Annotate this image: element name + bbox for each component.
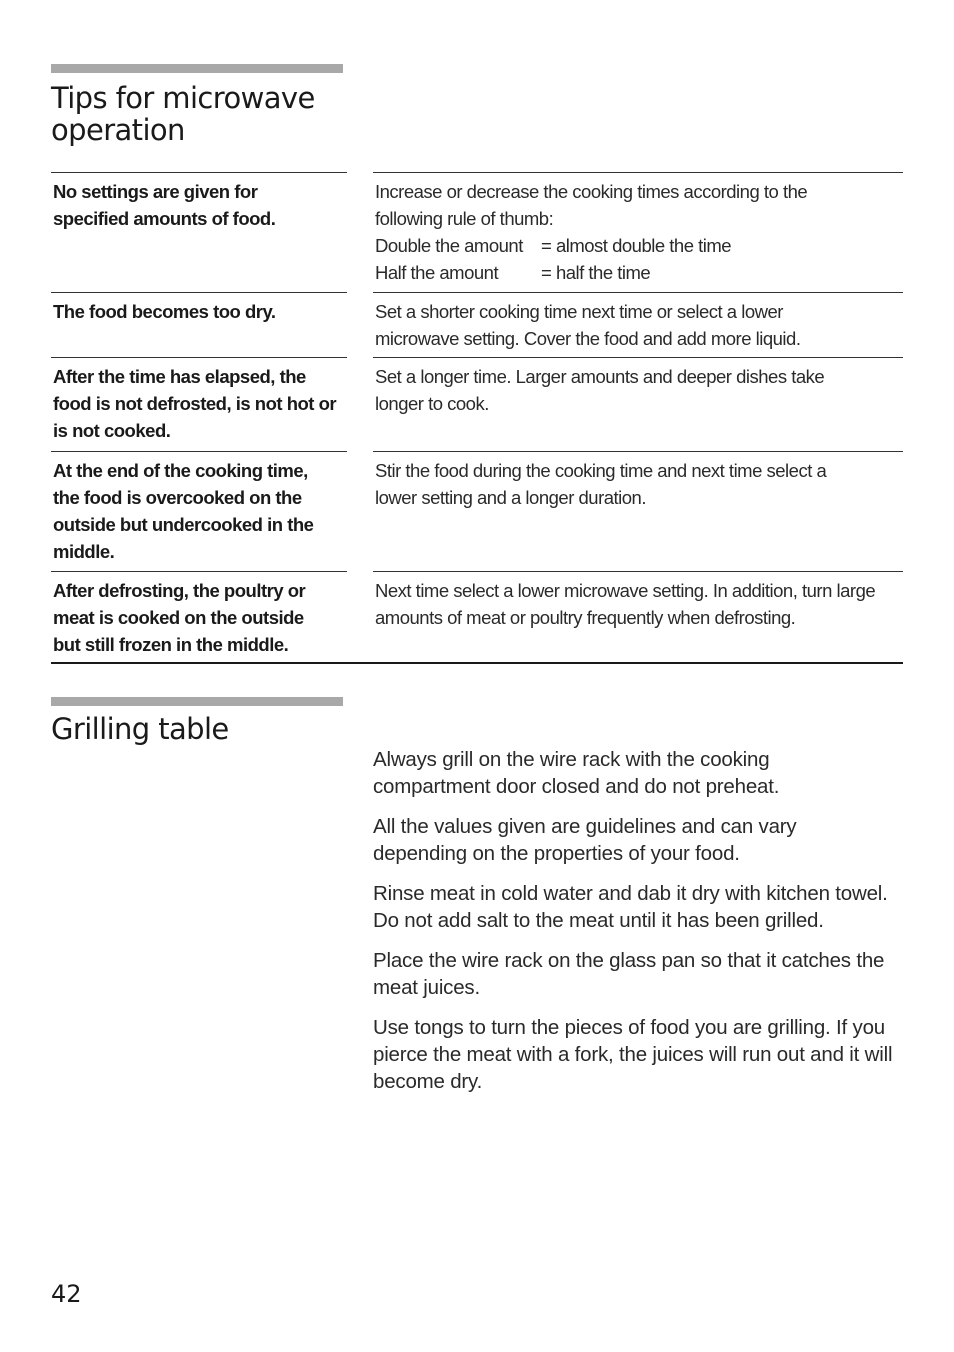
tip-problem: After the time has elapsed, the food is not defrosted, is not hot or is not cooked. bbox=[51, 357, 347, 444]
tips-title-line1: Tips for microwave bbox=[51, 81, 315, 115]
page-number: 42 bbox=[51, 1280, 82, 1308]
table-bottom-rule bbox=[51, 662, 903, 664]
paragraph: All the values given are guidelines and can vary depending on the properties of your food. bbox=[373, 815, 797, 865]
grilling-title: Grilling table bbox=[51, 712, 229, 746]
tip-problem: After defrosting, the poultry or meat is cooked on the outside but still frozen in the middle. bbox=[51, 571, 347, 658]
paragraph: Use tongs to turn the pieces of food you are grilling. If you pierce the meat with a fork, the juices will run out and it will become dry. bbox=[373, 1016, 893, 1093]
tips-title-line2: operation bbox=[51, 113, 185, 147]
rule-line: Double the amount = almost double the time bbox=[375, 235, 732, 256]
paragraph: Place the wire rack on the glass pan so that it catches the meat juices. bbox=[373, 949, 885, 999]
tip-problem: The food becomes too dry. bbox=[51, 292, 347, 325]
paragraph: Rinse meat in cold water and dab it dry with kitchen towel. Do not add salt to the meat until it has been grilled. bbox=[373, 882, 888, 932]
tip-problem: No settings are given for specified amounts of food. bbox=[51, 172, 347, 232]
section-bar bbox=[51, 697, 343, 706]
rule-line: Half the amount = half the time bbox=[375, 262, 651, 283]
tip-solution: Set a longer time. Larger amounts and deeper dishes take longer to cook. bbox=[373, 357, 903, 417]
tips-title bbox=[51, 82, 315, 146]
grilling-text bbox=[373, 746, 903, 1108]
section-bar bbox=[51, 64, 343, 73]
tip-solution: Next time select a lower microwave setting. In addition, turn large amounts of meat or poultry frequently when defrosting. bbox=[373, 571, 903, 631]
tip-solution: Set a shorter cooking time next time or select a lower microwave setting. Cover the food and add more liquid. bbox=[373, 292, 903, 352]
paragraph: Always grill on the wire rack with the cooking compartment door closed and do not preheat. bbox=[373, 748, 780, 798]
tip-solution: Increase or decrease the cooking times according to the following rule of thumb: Double the amount = almost double the time Half the amount = half the time bbox=[373, 172, 903, 286]
tip-problem: At the end of the cooking time, the food is overcooked on the outside but undercooked in the middle. bbox=[51, 451, 347, 565]
tip-solution: Stir the food during the cooking time and next time select a lower setting and a longer duration. bbox=[373, 451, 903, 511]
